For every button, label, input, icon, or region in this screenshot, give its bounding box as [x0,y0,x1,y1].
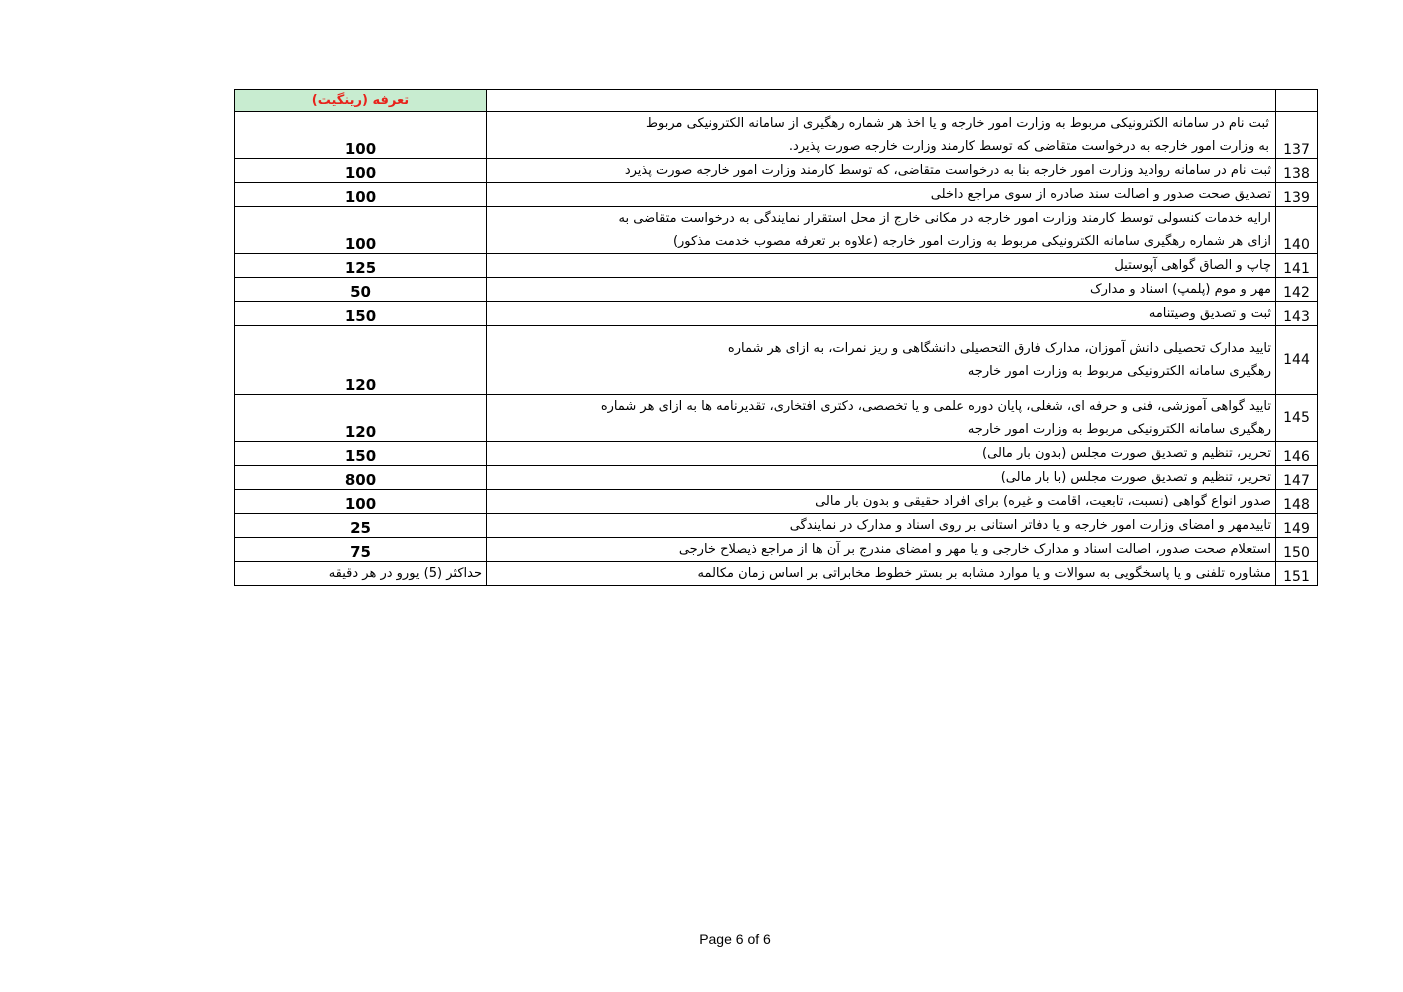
row-description: صدور انواع گواهی (نسبت، تابعیت، اقامت و غیره) برای افراد حقیقی و بدون بار مالی [487,490,1276,514]
row-description: تایید گواهی آموزشی، فنی و حرفه ای، شغلی، پایان دوره علمی و یا تخصصی، دکتری افتخاری، تقدیرنامه ها به ازای هر شماره رهگیری سامانه الکترونیکی مربوط به وزارت امور خارجه [487,395,1276,442]
row-description: ارایه خدمات کنسولی توسط کارمند وزارت امور خارجه در مکانی خارج از محل استقرار نمایندگی به درخواست متقاضی به ازای هر شماره رهگیری سامانه الکترونیکی مربوط به وزارت امور خارجه (علاوه بر تعرفه مصوب خدمت مذکور) [487,207,1276,254]
row-description: استعلام صحت صدور، اصالت اسناد و مدارک خارجی و یا مهر و امضای مندرج بر آن ها از مراجع ذیصلاح خارجی [487,538,1276,562]
price-column-header: تعرفه (رینگیت) [235,90,487,112]
description-column-header [487,90,1276,112]
row-number: 146 [1276,442,1318,466]
row-price: 50 [235,278,487,302]
row-price: 100 [235,207,487,254]
row-description: تصدیق صحت صدور و اصالت سند صادره از سوی مراجع داخلی [487,183,1276,207]
table-row [235,514,1318,538]
row-number: 149 [1276,514,1318,538]
table-row [235,466,1318,490]
page-number: Page 6 of 6 [699,931,771,947]
row-price: حداکثر (5) یورو در هر دقیقه [235,562,487,586]
table-row [235,159,1318,183]
row-description: مهر و موم (پلمپ) اسناد و مدارک [487,278,1276,302]
table-row [235,183,1318,207]
table-row [235,254,1318,278]
table-header-row [235,90,1318,112]
table-row [235,562,1318,586]
table-row [235,395,1318,442]
row-number: 150 [1276,538,1318,562]
number-column-header [1276,90,1318,112]
row-description: تحریر، تنظیم و تصدیق صورت مجلس (بدون بار مالی) [487,442,1276,466]
row-number: 140 [1276,207,1318,254]
table-row [235,442,1318,466]
row-number: 147 [1276,466,1318,490]
table-row [235,538,1318,562]
row-description: تاییدمهر و امضای وزارت امور خارجه و یا دفاتر استانی بر روی اسناد و مدارک در نمایندگی [487,514,1276,538]
row-description: تایید مدارک تحصیلی دانش آموزان، مدارک فارق التحصیلی دانشگاهی و ریز نمرات، به ازای هر شماره رهگیری سامانه الکترونیکی مربوط به وزارت امور خارجه [487,326,1276,395]
row-description: ثبت نام در سامانه روادید وزارت امور خارجه بنا به درخواست متقاضی، که توسط کارمند وزارت امور خارجه صورت پذیرد [487,159,1276,183]
row-description: چاپ و الصاق گواهی آپوستیل [487,254,1276,278]
row-number: 144 [1276,326,1318,395]
row-price: 100 [235,112,487,159]
row-price: 150 [235,442,487,466]
row-description: ثبت نام در سامانه الکترونیکی مربوط به وزارت امور خارجه و یا اخذ هر شماره رهگیری از سامانه الکترونیکی مربوط به وزارت امور خارجه به درخواست متقاضی که توسط کارمند وزارت خارجه صورت پذیرد. [487,112,1276,159]
table-row [235,278,1318,302]
table-row [235,302,1318,326]
tariff-table [234,89,1318,586]
row-description: ثبت و تصدیق وصیتنامه [487,302,1276,326]
row-number: 137 [1276,112,1318,159]
row-price: 120 [235,395,487,442]
row-price: 800 [235,466,487,490]
table-row [235,326,1318,395]
row-number: 139 [1276,183,1318,207]
row-description: تحریر، تنظیم و تصدیق صورت مجلس (با بار مالی) [487,466,1276,490]
row-number: 142 [1276,278,1318,302]
row-price: 125 [235,254,487,278]
table-row [235,112,1318,159]
row-number: 151 [1276,562,1318,586]
row-price: 150 [235,302,487,326]
row-number: 148 [1276,490,1318,514]
row-price: 100 [235,490,487,514]
row-price: 120 [235,326,487,395]
row-price: 100 [235,159,487,183]
row-number: 138 [1276,159,1318,183]
row-number: 143 [1276,302,1318,326]
row-price: 100 [235,183,487,207]
row-number: 141 [1276,254,1318,278]
table-row [235,490,1318,514]
table-row [235,207,1318,254]
row-description: مشاوره تلفنی و یا پاسخگویی به سوالات و یا موارد مشابه بر بستر خطوط مخابراتی بر اساس زمان مکالمه [487,562,1276,586]
row-price: 25 [235,514,487,538]
row-price: 75 [235,538,487,562]
row-number: 145 [1276,395,1318,442]
